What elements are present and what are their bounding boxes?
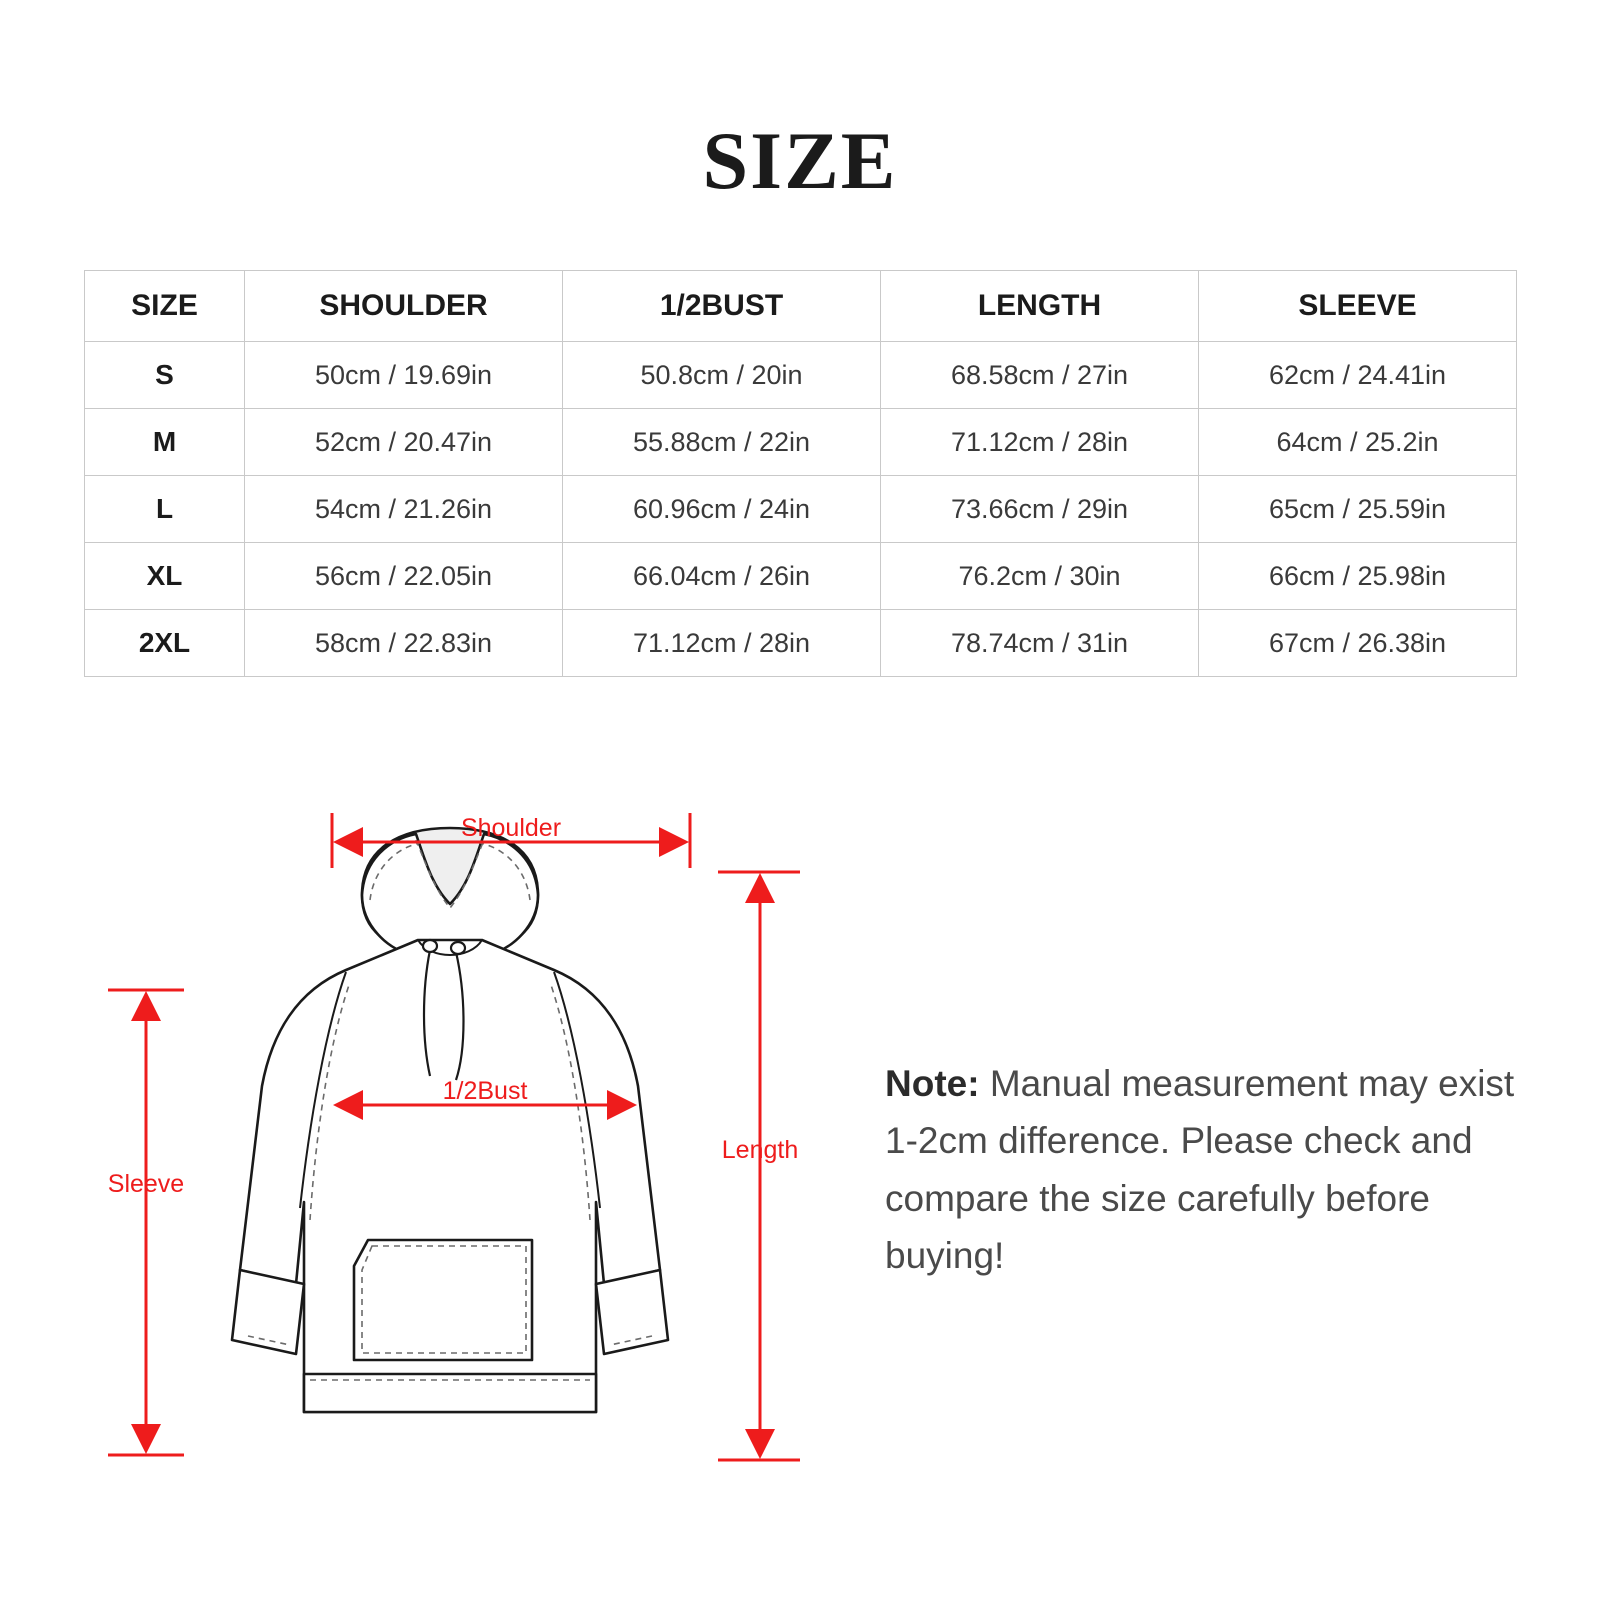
cell-length: 71.12cm / 28in	[881, 409, 1199, 476]
note-text: Manual measurement may exist 1-2cm difference. Please check and compare the size carefully before buying!	[885, 1063, 1515, 1277]
table-row	[85, 342, 1517, 409]
cell-length: 76.2cm / 30in	[881, 543, 1199, 610]
column-header-shoulder: SHOULDER	[245, 271, 563, 342]
cell-sleeve: 67cm / 26.38in	[1199, 610, 1517, 677]
table-row	[85, 409, 1517, 476]
table-row	[85, 610, 1517, 677]
sleeve-measure-arrow	[108, 990, 184, 1455]
cell-half-bust: 50.8cm / 20in	[563, 342, 881, 409]
column-header-half-bust: 1/2BUST	[563, 271, 881, 342]
table-row	[85, 476, 1517, 543]
cell-shoulder: 50cm / 19.69in	[245, 342, 563, 409]
cell-size: M	[85, 409, 245, 476]
half-bust-label: 1/2Bust	[442, 1077, 528, 1105]
size-table	[84, 270, 1517, 677]
column-header-size: SIZE	[85, 271, 245, 342]
cell-shoulder: 52cm / 20.47in	[245, 409, 563, 476]
cell-length: 73.66cm / 29in	[881, 476, 1199, 543]
table-header-row	[85, 271, 1517, 342]
note-block	[885, 1055, 1525, 1284]
cell-size: L	[85, 476, 245, 543]
cell-length: 68.58cm / 27in	[881, 342, 1199, 409]
page-title: SIZE	[702, 115, 898, 206]
column-header-length: LENGTH	[881, 271, 1199, 342]
column-header-sleeve: SLEEVE	[1199, 271, 1517, 342]
note-prefix: Note:	[885, 1063, 980, 1104]
shoulder-label: Shoulder	[460, 814, 562, 842]
cell-sleeve: 62cm / 24.41in	[1199, 342, 1517, 409]
length-measure-arrow	[718, 872, 800, 1460]
cell-half-bust: 60.96cm / 24in	[563, 476, 881, 543]
hoodie-illustration	[232, 828, 668, 1412]
cell-size: 2XL	[85, 610, 245, 677]
length-label: Length	[721, 1136, 799, 1164]
cell-shoulder: 54cm / 21.26in	[245, 476, 563, 543]
cell-sleeve: 65cm / 25.59in	[1199, 476, 1517, 543]
cell-sleeve: 66cm / 25.98in	[1199, 543, 1517, 610]
cell-sleeve: 64cm / 25.2in	[1199, 409, 1517, 476]
table-row	[85, 543, 1517, 610]
measurement-diagram	[100, 800, 860, 1500]
cell-length: 78.74cm / 31in	[881, 610, 1199, 677]
cell-half-bust: 55.88cm / 22in	[563, 409, 881, 476]
sleeve-label: Sleeve	[107, 1170, 185, 1198]
cell-shoulder: 56cm / 22.05in	[245, 543, 563, 610]
cell-half-bust: 71.12cm / 28in	[563, 610, 881, 677]
cell-shoulder: 58cm / 22.83in	[245, 610, 563, 677]
cell-size: S	[85, 342, 245, 409]
cell-half-bust: 66.04cm / 26in	[563, 543, 881, 610]
size-table-container	[84, 270, 1516, 677]
cell-size: XL	[85, 543, 245, 610]
